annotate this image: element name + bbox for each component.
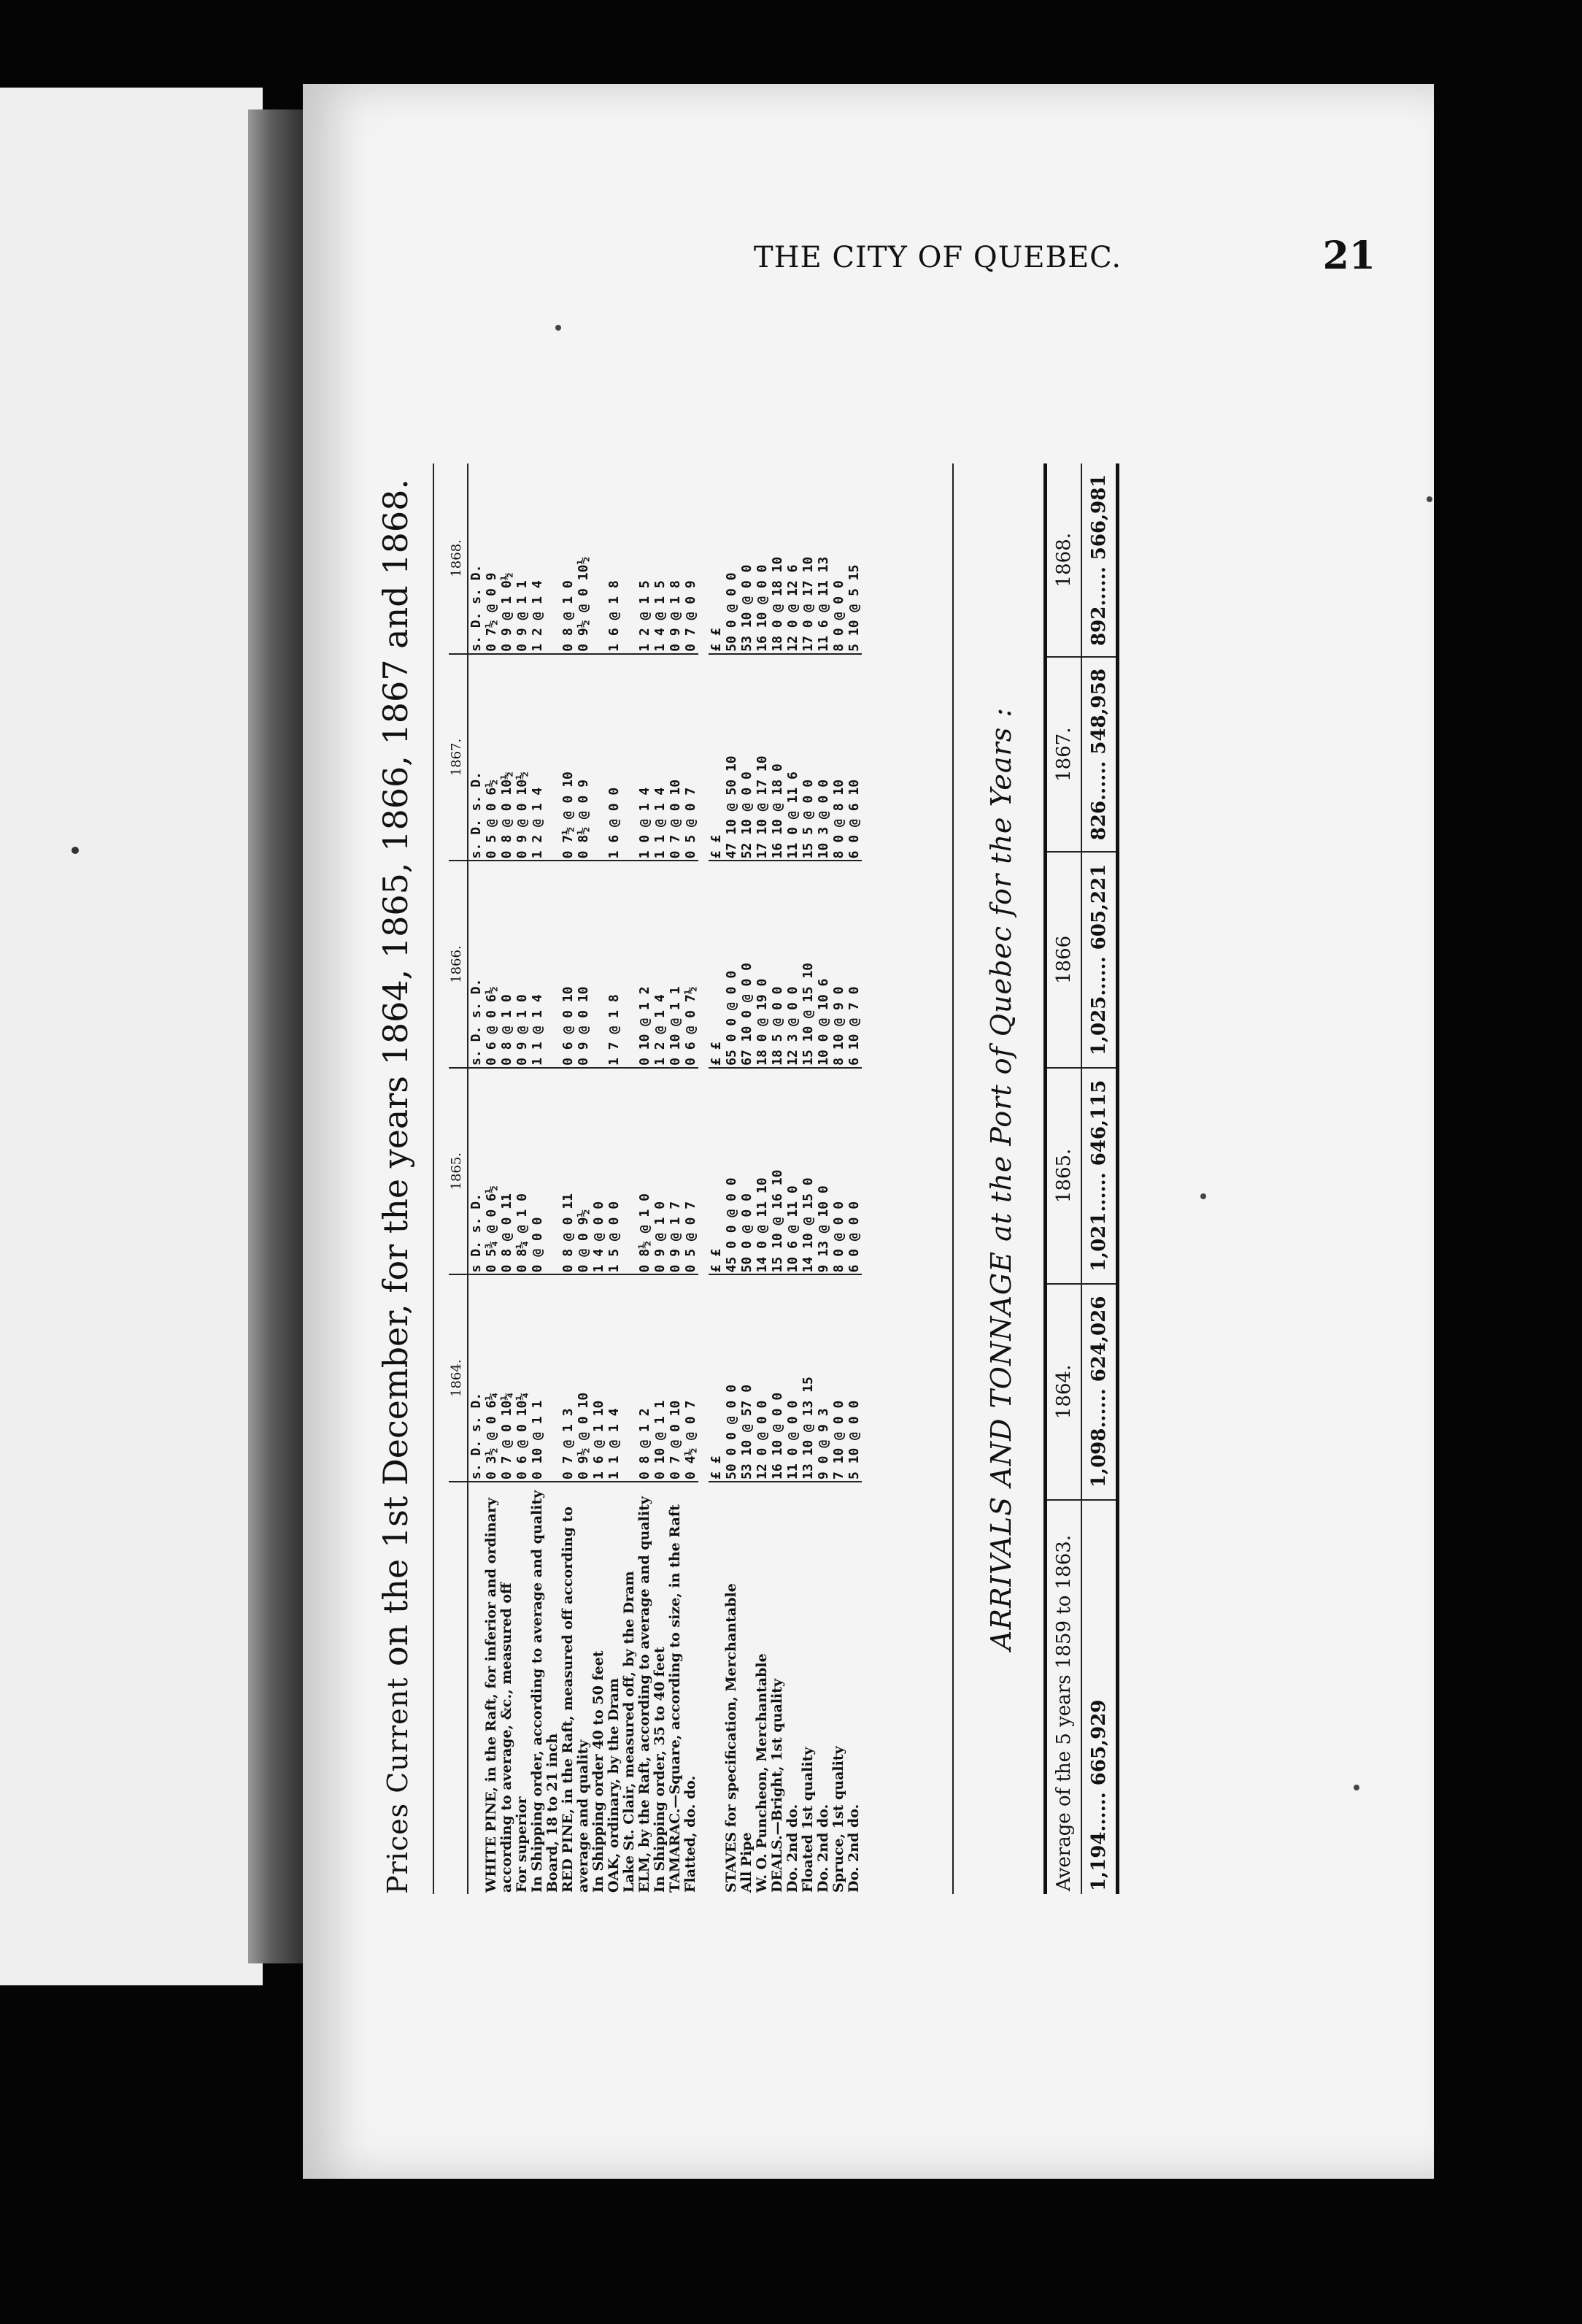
price-cell: 16 10 @ 18 0 [770, 654, 785, 861]
price-row [770, 463, 785, 1894]
year-header: 1867. [449, 654, 468, 861]
pounds-header: £ £ [709, 1068, 724, 1275]
price-cell: 50 0 0 @ 0 0 [724, 1274, 739, 1482]
price-row-description: For superior [514, 1796, 530, 1893]
price-row [622, 463, 637, 1894]
price-row [816, 463, 831, 1894]
price-cell: 0 5 @ 0 7 [683, 654, 698, 861]
price-row-description: Spruce, 1st quality [830, 1746, 846, 1893]
page-number: 21 [1322, 234, 1375, 278]
price-cell: 0 7 @ 0 10 [668, 654, 683, 861]
price-cell [545, 463, 560, 654]
price-cell: 10 3 @ 0 0 [816, 654, 831, 861]
price-cell: 1 2 @ 1 4 [652, 861, 668, 1068]
price-cell: 45 0 0 @ 0 0 [724, 1068, 739, 1275]
price-cell: 7 10 @ 0 0 [831, 1274, 846, 1482]
price-row-description: STAVES for specification, Merchantable [723, 1583, 739, 1893]
rotated-content [369, 463, 1303, 1894]
arrivals-header: 1868. [1046, 463, 1082, 657]
year-header: 1865. [449, 1068, 468, 1275]
price-cell: 13 10 @ 13 15 [800, 1274, 816, 1482]
price-cell: 5 10 @ 5 15 [846, 463, 862, 654]
price-cell: 0 10 @ 1 1 [652, 1274, 668, 1482]
price-row-description: Do. 2nd do. [784, 1804, 800, 1893]
price-row-description: WHITE PINE, in the Raft, for inferior and ordinary [483, 1498, 499, 1893]
price-cell: 1 1 @ 1 4 [606, 1274, 622, 1482]
price-row [683, 463, 698, 1894]
price-cell: 1 4 @ 0 0 [591, 1068, 606, 1275]
price-cell: 8 0 @ 8 10 [831, 654, 846, 861]
price-cell: 17 10 @ 17 10 [755, 654, 770, 861]
price-row [846, 463, 862, 1894]
prices-title-smallcaps: Prices Current [382, 1677, 414, 1894]
price-cell: 0 6 @ 0 7½ [683, 861, 698, 1068]
arrivals-value-row [1081, 463, 1118, 1894]
price-row-description: TAMARAC.—Square, according to size, in the Raft [667, 1504, 683, 1893]
price-cell: 16 10 @ 0 0 [770, 1274, 785, 1482]
price-row-description: W. O. Puncheon, Merchantable [754, 1653, 770, 1893]
arrivals-value: 1,025...... 605,221 [1081, 852, 1118, 1068]
price-cell: 1 1 @ 1 4 [530, 861, 545, 1068]
price-row-description: RED PINE, in the Raft, measured off according to [560, 1507, 576, 1893]
price-cell: 6 0 @ 0 0 [846, 1068, 862, 1275]
price-cell: 12 0 @ 0 0 [755, 1274, 770, 1482]
price-row-description: average and quality [575, 1739, 591, 1893]
unit-header: s D. s. D. [468, 1068, 484, 1275]
arrivals-value: 1,098...... 624,026 [1081, 1284, 1118, 1500]
price-cell: 1 5 @ 0 0 [606, 1068, 622, 1275]
year-header: 1866. [449, 861, 468, 1068]
price-cell: 0 5 @ 0 6½ [484, 654, 499, 861]
price-cell: 0 5¾ @ 0 6½ [484, 1068, 499, 1275]
arrivals-header: 1864. [1046, 1284, 1082, 1500]
price-cell: 0 9½ @ 0 10 [576, 1274, 591, 1482]
price-cell [622, 861, 637, 1068]
price-cell: 0 9 @ 0 10 [576, 861, 591, 1068]
price-cell: 1 2 @ 1 4 [530, 463, 545, 654]
price-row-description: In Shipping order, according to average and quality [529, 1490, 545, 1893]
price-cell: 0 7 @ 0 9 [683, 463, 698, 654]
price-row [724, 463, 739, 1894]
price-row [831, 463, 846, 1894]
price-cell: 8 10 @ 9 0 [831, 861, 846, 1068]
price-row-description: according to average, &c., measured off [498, 1582, 514, 1893]
price-cell: 53 10 @ 0 0 [739, 463, 755, 654]
price-row [652, 463, 668, 1894]
price-row-description: In Shipping order, 35 to 40 feet [652, 1647, 668, 1893]
price-cell: 0 8½ @ 0 9 [576, 654, 591, 861]
price-row [606, 463, 622, 1894]
arrivals-value: 1,021...... 646,115 [1081, 1068, 1118, 1284]
price-cell [545, 1068, 560, 1275]
price-cell: 0 7 @ 1 3 [560, 1274, 576, 1482]
prices-table [449, 463, 862, 1894]
price-cell: 53 10 @ 57 0 [739, 1274, 755, 1482]
price-cell: 0 8 @ 0 10½ [499, 654, 514, 861]
ink-speck [1354, 1785, 1359, 1790]
price-row [800, 463, 816, 1894]
price-cell: 17 0 @ 17 10 [800, 463, 816, 654]
price-cell [591, 654, 606, 861]
price-cell: 12 0 @ 12 6 [785, 463, 800, 654]
price-cell: 0 7 @ 0 10¼ [499, 1274, 514, 1482]
price-cell: 1 0 @ 1 4 [637, 654, 652, 861]
price-cell: 0 9 @ 1 0 [514, 861, 530, 1068]
price-cell: 11 0 @ 11 6 [785, 654, 800, 861]
arrivals-header-row [1046, 463, 1082, 1894]
price-cell: 0 7½ @ 0 10 [560, 654, 576, 861]
price-cell: 50 0 @ 0 0 [739, 1068, 755, 1275]
price-row-description: Do. 2nd do. [846, 1804, 862, 1893]
price-cell: 1 6 @ 0 0 [606, 654, 622, 861]
price-cell: 12 3 @ 0 0 [785, 861, 800, 1068]
price-row-description: Do. 2nd do. [815, 1804, 831, 1893]
price-cell: 6 10 @ 7 0 [846, 861, 862, 1068]
price-cell: 1 2 @ 1 5 [637, 463, 652, 654]
price-cell: 0 @ 0 9½ [576, 1068, 591, 1275]
price-cell: 0 4½ @ 0 7 [683, 1274, 698, 1482]
prices-title [376, 463, 415, 1894]
price-row-description: DEALS.—Bright, 1st quality [769, 1678, 785, 1893]
arrivals-value: 892...... 566,981 [1081, 463, 1118, 657]
price-cell: 18 0 @ 19 0 [755, 861, 770, 1068]
price-cell: 10 0 @ 10 6 [816, 861, 831, 1068]
pounds-header: £ £ [709, 1274, 724, 1482]
price-row [530, 463, 545, 1894]
price-row [560, 463, 576, 1894]
year-header: 1864. [449, 1274, 468, 1482]
price-cell [622, 1068, 637, 1275]
price-cell: 18 0 @ 18 10 [770, 463, 785, 654]
price-cell: 1 2 @ 1 4 [530, 654, 545, 861]
price-row [637, 463, 652, 1894]
price-row [484, 463, 499, 1894]
price-cell: 0 9 @ 1 7 [668, 1068, 683, 1275]
price-cell: 14 10 @ 15 0 [800, 1068, 816, 1275]
price-cell: 1 4 @ 1 5 [652, 463, 668, 654]
price-cell: 0 8 @ 0 11 [499, 1068, 514, 1275]
price-cell: 15 10 @ 15 10 [800, 861, 816, 1068]
arrivals-header: 1865. [1046, 1068, 1082, 1284]
price-cell: 5 10 @ 0 0 [846, 1274, 862, 1482]
price-row-description: ELM, by the Raft, according to average and quality [636, 1496, 652, 1893]
price-cell: 18 5 @ 0 0 [770, 861, 785, 1068]
price-cell: 0 5 @ 0 7 [683, 1068, 698, 1275]
price-cell: 0 6 @ 0 10 [560, 861, 576, 1068]
price-row-description: OAK, ordinary, by the Dram [606, 1678, 622, 1893]
price-row [739, 463, 755, 1894]
price-cell: 0 10 @ 1 1 [668, 861, 683, 1068]
price-cell: 9 13 @ 10 0 [816, 1068, 831, 1275]
price-row-description: In Shipping order 40 to 50 feet [590, 1650, 606, 1893]
arrivals-value: 1,194...... 665,929 [1081, 1500, 1118, 1894]
price-cell: 16 10 @ 0 0 [755, 463, 770, 654]
price-cell: 0 6 @ 0 6½ [484, 861, 499, 1068]
price-row-description: Lake St. Clair, measured off, by the Dram [621, 1571, 637, 1893]
arrivals-value: 826...... 548,958 [1081, 657, 1118, 851]
table-bottom-rule [952, 463, 954, 1894]
price-cell: 9 0 @ 9 3 [816, 1274, 831, 1482]
facing-page [0, 88, 263, 1985]
price-cell: 0 8 @ 0 11 [560, 1068, 576, 1275]
price-cell: 10 6 @ 11 0 [785, 1068, 800, 1275]
price-row [755, 463, 770, 1894]
price-row [591, 463, 606, 1894]
price-cell: 15 10 @ 16 10 [770, 1068, 785, 1275]
price-cell: 0 6 @ 0 10¼ [514, 1274, 530, 1482]
scanned-page [303, 84, 1434, 2179]
title-rule [433, 463, 434, 1894]
price-cell: 0 3½ @ 0 6¼ [484, 1274, 499, 1482]
price-cell: 0 9 @ 0 10½ [514, 654, 530, 861]
price-cell: 1 6 @ 1 8 [606, 463, 622, 654]
price-cell [622, 1274, 637, 1482]
price-row [545, 463, 560, 1894]
arrivals-header: 1867. [1046, 657, 1082, 851]
price-cell: 67 10 0 @ 0 0 [739, 861, 755, 1068]
price-cell: 1 7 @ 1 8 [606, 861, 622, 1068]
price-row-description: Floated 1st quality [800, 1747, 816, 1893]
price-row [499, 463, 514, 1894]
price-row [514, 463, 530, 1894]
price-cell [545, 654, 560, 861]
price-cell: 8 0 @ 0 0 [831, 463, 846, 654]
price-cell: 0 @ 0 0 [530, 1068, 545, 1275]
price-cell: 0 8 @ 1 0 [560, 463, 576, 654]
pounds-header: £ £ [709, 861, 724, 1068]
pounds-header: £ £ [709, 654, 724, 861]
pounds-header: £ £ [709, 463, 724, 654]
price-row-description: All Pipe [738, 1832, 755, 1893]
running-head: THE CITY OF QUEBEC. [753, 241, 1122, 274]
price-cell [545, 861, 560, 1068]
price-cell: 50 0 @ 0 0 [724, 463, 739, 654]
price-row [785, 463, 800, 1894]
price-cell [622, 654, 637, 861]
price-cell [622, 463, 637, 654]
price-cell: 1 6 @ 1 10 [591, 1274, 606, 1482]
price-cell: 0 8 @ 1 0 [499, 861, 514, 1068]
price-row-description: Board, 18 to 21 inch [544, 1733, 560, 1893]
ink-speck [555, 325, 561, 331]
unit-header: s. D. s. D. [468, 463, 484, 654]
arrivals-title: ARRIVALS AND TONNAGE at the Port of Quebec for the Years : [985, 707, 1017, 1651]
price-cell: 47 10 @ 50 10 [724, 654, 739, 861]
price-cell: 14 0 @ 11 10 [755, 1068, 770, 1275]
price-cell: 11 6 @ 11 13 [816, 463, 831, 654]
ink-speck [1427, 496, 1432, 502]
price-cell: 0 10 @ 1 2 [637, 861, 652, 1068]
price-cell: 0 8¼ @ 1 0 [514, 1068, 530, 1275]
price-cell: 0 9½ @ 0 10½ [576, 463, 591, 654]
price-cell: 8 0 @ 0 0 [831, 1068, 846, 1275]
price-row-description: Flatted, do. do. [682, 1775, 698, 1893]
prices-title-rest: on the 1st December, for the years 1864, 1865, 1866, 1867 and 1868. [376, 479, 415, 1667]
price-cell: 52 10 @ 0 0 [739, 654, 755, 861]
price-cell: 0 9 @ 1 1 [514, 463, 530, 654]
year-header-row [449, 463, 468, 1894]
unit-header: s. D. s. D. [468, 654, 484, 861]
arrivals-header: Average of the 5 years 1859 to 1863. [1046, 1500, 1082, 1894]
page-gutter-shadow [248, 109, 306, 1963]
unit-header-row [468, 463, 484, 1894]
price-cell: 11 0 @ 0 0 [785, 1274, 800, 1482]
price-cell: 0 8 @ 1 2 [637, 1274, 652, 1482]
price-row [668, 463, 683, 1894]
price-cell: 0 9 @ 1 8 [668, 463, 683, 654]
ink-speck [72, 847, 79, 854]
arrivals-table [1043, 463, 1119, 1894]
price-cell: 0 8½ @ 1 0 [637, 1068, 652, 1275]
price-cell: 6 0 @ 6 10 [846, 654, 862, 861]
price-cell: 0 7 @ 0 10 [668, 1274, 683, 1482]
price-cell [591, 861, 606, 1068]
price-cell: 0 9 @ 1 0 [652, 1068, 668, 1275]
price-cell: 0 7½ @ 0 9 [484, 463, 499, 654]
price-cell: 65 0 0 @ 0 0 [724, 861, 739, 1068]
unit-header: s. D. s. D. [468, 1274, 484, 1482]
pounds-header-row [709, 463, 724, 1894]
arrivals-header: 1866 [1046, 852, 1082, 1068]
price-cell: 15 5 @ 0 0 [800, 654, 816, 861]
price-cell [591, 463, 606, 654]
price-cell [545, 1274, 560, 1482]
price-cell: 0 9 @ 1 0½ [499, 463, 514, 654]
price-cell: 0 10 @ 1 1 [530, 1274, 545, 1482]
unit-header: s. D. s. D. [468, 861, 484, 1068]
blank-header-cell [449, 1482, 468, 1894]
price-cell: 1 1 @ 1 4 [652, 654, 668, 861]
price-row [576, 463, 591, 1894]
year-header: 1868. [449, 463, 468, 654]
